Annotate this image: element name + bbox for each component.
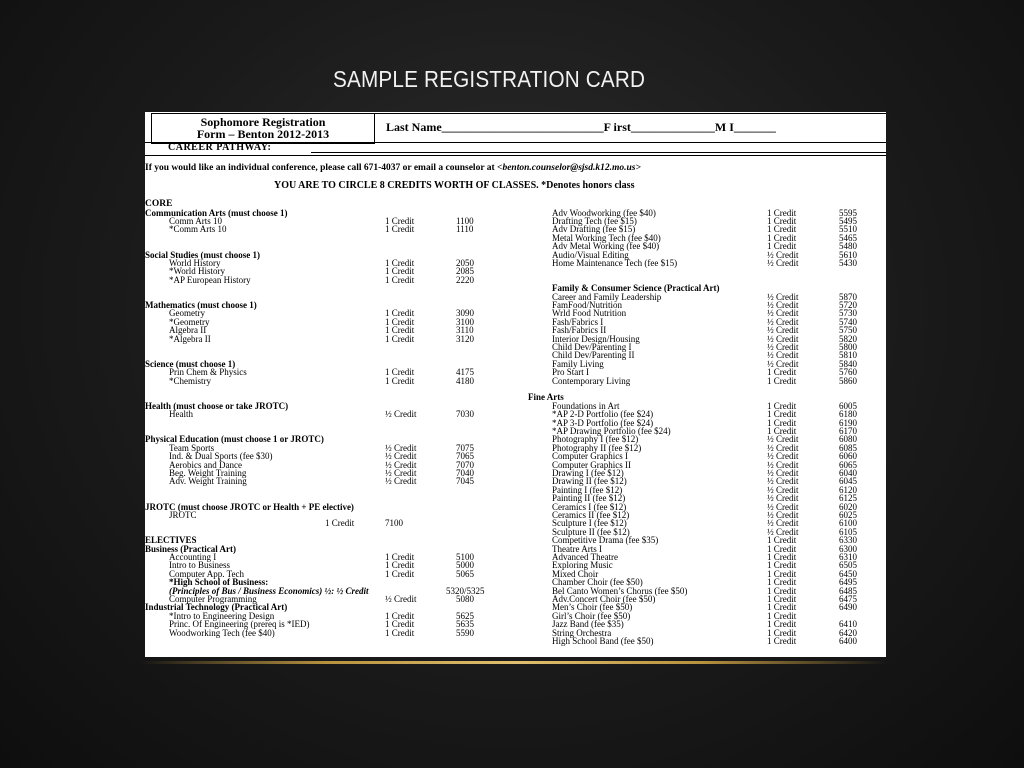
course-credit: 1 Credit (385, 274, 415, 285)
course-code: 3100 (456, 316, 474, 327)
course-credit: 1 Credit (767, 400, 797, 411)
course-credit: 1 Credit (385, 367, 415, 378)
section-header: ELECTIVES (145, 535, 197, 546)
course-name[interactable]: Wrld Food Nutrition (552, 308, 627, 319)
course-name[interactable]: JROTC (169, 509, 197, 520)
course-code: 5625 (456, 610, 474, 621)
course-credit: 1 Credit (385, 266, 415, 277)
course-name[interactable]: Health (169, 409, 193, 420)
course-code: 5430 (839, 257, 857, 268)
course-code: 5760 (839, 367, 857, 378)
course-name[interactable]: *Algebra II (169, 333, 211, 344)
course-credit: 1 Credit (767, 543, 797, 554)
course-credit: 1 Credit (767, 593, 797, 604)
course-name[interactable]: Drawing II (fee $12) (552, 476, 627, 487)
course-credit: 1 Credit (767, 207, 797, 218)
course-credit: ½ Credit (767, 333, 799, 344)
course-credit: 1 Credit (767, 619, 797, 630)
course-code: 5465 (839, 232, 857, 243)
course-name[interactable]: Chamber Choir (fee $50) (552, 577, 643, 588)
course-name[interactable]: Exploring Music (552, 560, 613, 571)
course-name[interactable]: Bel Canto Women’s Chorus (fee $50) (552, 585, 688, 596)
course-credit: ½ Credit (767, 299, 799, 310)
course-name[interactable]: Accounting I (169, 551, 217, 562)
course-name[interactable]: *AP 3-D Portfolio (fee $24) (552, 417, 654, 428)
course-code: 5750 (839, 325, 857, 336)
course-name[interactable]: Painting II (fee $12) (552, 493, 626, 504)
course-credit: ½ Credit (767, 467, 799, 478)
course-code: 6330 (839, 535, 857, 546)
course-name[interactable]: Photography I (fee $12) (552, 434, 639, 445)
course-credit: 1 Credit (385, 619, 415, 630)
course-credit: 1 Credit (767, 568, 797, 579)
counselor-email[interactable]: <benton.counselor@sjsd.k12.mo.us> (497, 163, 641, 173)
course-credit: 1 Credit (767, 367, 797, 378)
course-code: 6045 (839, 476, 857, 487)
course-code: 7045 (456, 476, 474, 487)
course-credit: ½ Credit (767, 451, 799, 462)
course-code: 5065 (456, 568, 474, 579)
course-credit: ½ Credit (385, 442, 417, 453)
course-credit: ½ Credit (385, 467, 417, 478)
course-name[interactable]: Computer Programming (169, 593, 257, 604)
course-credit: ½ Credit (767, 249, 799, 260)
form-title-box (151, 113, 375, 144)
course-name[interactable]: Career and Family Leadership (552, 291, 662, 302)
course-name[interactable]: Geometry (169, 308, 205, 319)
course-name[interactable]: Computer App. Tech (169, 568, 244, 579)
section-header: JROTC (must choose JROTC or Health + PE elective) (145, 501, 354, 512)
name-fields[interactable]: Last Name___________________________F irst______________M I_______ (386, 120, 776, 134)
course-credit: 1 Credit (385, 325, 415, 336)
course-code: 6475 (839, 593, 857, 604)
section-header: Social Studies (must choose 1) (145, 249, 261, 260)
course-code: 6410 (839, 619, 857, 630)
course-name[interactable]: Algebra II (169, 325, 207, 336)
decorative-gold-line (140, 661, 888, 664)
course-credit: 1 Credit (767, 375, 797, 386)
course-name[interactable]: Sculpture I (fee $12) (552, 518, 627, 529)
course-name[interactable]: Ceramics II (fee $12) (552, 509, 630, 520)
course-code: 5100 (456, 551, 474, 562)
course-name[interactable]: *Intro to Engineering Design (169, 610, 275, 621)
course-credit: ½ Credit (767, 501, 799, 512)
course-code: 6005 (839, 400, 857, 411)
course-credit: 1 Credit (325, 518, 355, 529)
course-credit: ½ Credit (767, 358, 799, 369)
slide-title: SAMPLE REGISTRATION CARD (333, 66, 646, 92)
course-name[interactable]: High School Band (fee $50) (552, 635, 654, 646)
course-name[interactable]: Drawing I (fee $12) (552, 467, 624, 478)
course-code: 6100 (839, 518, 857, 529)
course-credit: 1 Credit (767, 577, 797, 588)
course-credit: 1 Credit (385, 224, 415, 235)
course-code: 7065 (456, 451, 474, 462)
course-code: 6300 (839, 543, 857, 554)
course-name[interactable]: *World History (169, 266, 226, 277)
course-name[interactable]: Audio/Visual Editing (552, 249, 629, 260)
course-name[interactable]: Foundations in Art (552, 400, 620, 411)
course-name[interactable]: FamFood/Nutrition (552, 299, 623, 310)
section-header: Industrial Technology (Practical Art) (145, 602, 288, 613)
course-name[interactable]: Painting I (fee $12) (552, 484, 623, 495)
course-credit: ½ Credit (767, 434, 799, 445)
course-code: 4175 (456, 367, 474, 378)
course-code: 5740 (839, 316, 857, 327)
course-code: 6120 (839, 484, 857, 495)
course-credit: ½ Credit (767, 350, 799, 361)
course-name[interactable]: *Geometry (169, 316, 210, 327)
course-credit: ½ Credit (385, 593, 417, 604)
course-credit: 1 Credit (385, 308, 415, 319)
course-name[interactable]: Ind. & Dual Sports (fee $30) (169, 451, 273, 462)
course-credit: ½ Credit (767, 257, 799, 268)
course-credit: 1 Credit (767, 560, 797, 571)
course-name[interactable]: Pro Start I (552, 367, 589, 378)
course-name[interactable]: World History (169, 257, 221, 268)
course-credit: ½ Credit (767, 476, 799, 487)
course-code: 2085 (456, 266, 474, 277)
header-divider (374, 113, 375, 141)
course-name[interactable]: Photography II (fee $12) (552, 442, 642, 453)
course-name[interactable]: Advanced Theatre (552, 551, 619, 562)
course-code: 7030 (456, 409, 474, 420)
course-credit: 1 Credit (767, 417, 797, 428)
course-name[interactable]: Metal Working Tech (fee $40) (552, 232, 661, 243)
course-name[interactable]: *AP European History (169, 274, 251, 285)
course-name[interactable]: String Orchestra (552, 627, 612, 638)
career-pathway-label: CAREER PATHWAY: (168, 142, 272, 153)
course-code: 5860 (839, 375, 857, 386)
course-credit: 1 Credit (385, 333, 415, 344)
course-code: 7040 (456, 467, 474, 478)
course-code: 3120 (456, 333, 474, 344)
course-name[interactable]: Drafting Tech (fee $15) (552, 215, 637, 226)
course-credit: ½ Credit (767, 509, 799, 520)
course-credit: 1 Credit (767, 535, 797, 546)
course-code: 6080 (839, 434, 857, 445)
course-code: 5590 (456, 627, 474, 638)
core-label: CORE (145, 199, 173, 209)
course-code: 5510 (839, 224, 857, 235)
conference-note (145, 163, 641, 173)
course-name[interactable]: Adv. Weight Training (169, 476, 247, 487)
course-credit: ½ Credit (767, 325, 799, 336)
course-code: 1110 (456, 224, 474, 235)
course-credit: 1 Credit (767, 425, 797, 436)
header-top-rule (374, 113, 886, 114)
course-credit: 1 Credit (767, 224, 797, 235)
course-name[interactable]: Princ. Of Engineering (prereq is *IED) (169, 619, 310, 630)
course-credit: ½ Credit (385, 451, 417, 462)
course-name[interactable]: Jazz Band (fee $35) (552, 619, 624, 630)
circle-credits-note: YOU ARE TO CIRCLE 8 CREDITS WORTH OF CLASSES. *Denotes honors class (274, 180, 635, 191)
course-name[interactable]: Aerobics and Dance (169, 459, 242, 470)
course-name[interactable]: Sculpture II (fee $12) (552, 526, 630, 537)
career-pathway-rule (145, 155, 886, 156)
section-header: Science (must choose 1) (145, 358, 236, 369)
course-name[interactable]: Child Dev/Parenting I (552, 341, 632, 352)
course-name[interactable]: Woodworking Tech (fee $40) (169, 627, 275, 638)
section-header: Fine Arts (528, 392, 564, 403)
course-credit: 1 Credit (767, 215, 797, 226)
course-code: 6485 (839, 585, 857, 596)
course-credit: 1 Credit (767, 610, 797, 621)
course-code: 6420 (839, 627, 857, 638)
course-code: 5820 (839, 333, 857, 344)
course-code: 6170 (839, 425, 857, 436)
course-name[interactable]: Competitive Drama (fee $35) (552, 535, 659, 546)
course-credit: 1 Credit (385, 560, 415, 571)
course-code: 6180 (839, 409, 857, 420)
course-code: 5080 (456, 593, 474, 604)
course-credit: 1 Credit (385, 610, 415, 621)
course-code: 5595 (839, 207, 857, 218)
course-code: 6190 (839, 417, 857, 428)
section-header: Family & Consumer Science (Practical Art) (552, 283, 720, 294)
section-header: Health (must choose or take JROTC) (145, 400, 289, 411)
course-credit: 1 Credit (385, 627, 415, 638)
course-code: 5730 (839, 308, 857, 319)
course-code: 6450 (839, 568, 857, 579)
course-credit: 1 Credit (767, 551, 797, 562)
course-credit: 1 Credit (767, 635, 797, 646)
course-credit: 1 Credit (385, 568, 415, 579)
course-credit: ½ Credit (385, 409, 417, 420)
course-credit: 1 Credit (385, 257, 415, 268)
course-credit: 1 Credit (385, 215, 415, 226)
course-code: 5800 (839, 341, 857, 352)
course-name[interactable]: Contemporary Living (552, 375, 631, 386)
course-credit: 1 Credit (767, 627, 797, 638)
career-pathway-field[interactable] (311, 152, 886, 153)
course-code: 6310 (839, 551, 857, 562)
course-code: 1100 (456, 215, 474, 226)
course-credit: 1 Credit (385, 551, 415, 562)
course-name[interactable]: *Chemistry (169, 375, 211, 386)
course-credit: 1 Credit (767, 232, 797, 243)
course-code: 3090 (456, 308, 474, 319)
section-header: Mathematics (must choose 1) (145, 299, 257, 310)
course-code: 6085 (839, 442, 857, 453)
course-code: 6025 (839, 509, 857, 520)
course-code: 5610 (839, 249, 857, 260)
course-code: 2220 (456, 274, 474, 285)
course-name[interactable]: Comm Arts 10 (169, 215, 223, 226)
course-credit: 1 Credit (767, 585, 797, 596)
course-code: 7100 (385, 518, 403, 529)
section-header: Communication Arts (must choose 1) (145, 207, 288, 218)
course-code: 6125 (839, 493, 857, 504)
course-name[interactable]: Intro to Business (169, 560, 231, 571)
course-credit: ½ Credit (767, 442, 799, 453)
course-credit: ½ Credit (767, 526, 799, 537)
course-name[interactable]: Prin Chem & Physics (169, 367, 247, 378)
course-name[interactable]: *AP Drawing Portfolio (fee $24) (552, 425, 671, 436)
course-name[interactable]: Ceramics I (fee $12) (552, 501, 627, 512)
course-name[interactable]: Family Living (552, 358, 604, 369)
course-name[interactable]: Interior Design/Housing (552, 333, 640, 344)
course-code: 6490 (839, 602, 857, 613)
course-code: 5495 (839, 215, 857, 226)
course-code: 6065 (839, 459, 857, 470)
course-name[interactable]: Theatre Arts I (552, 543, 602, 554)
course-code: 5480 (839, 241, 857, 252)
course-code: 3110 (456, 325, 474, 336)
course-code: 6040 (839, 467, 857, 478)
course-code: 6020 (839, 501, 857, 512)
registration-card (145, 112, 886, 657)
form-title: Sophomore Registration Form – Benton 2012-2013 (196, 115, 330, 141)
course-name[interactable]: Fash/Fabrics I (552, 316, 604, 327)
course-name[interactable]: Adv Drafting (fee $15) (552, 224, 636, 235)
course-code: 6400 (839, 635, 857, 646)
course-name[interactable]: Adv Metal Working (fee $40) (552, 241, 660, 252)
course-code: 5635 (456, 619, 474, 630)
course-name[interactable]: Computer Graphics I (552, 451, 628, 462)
course-name[interactable]: Child Dev/Parenting II (552, 350, 635, 361)
course-code: 5810 (839, 350, 857, 361)
course-credit: ½ Credit (767, 493, 799, 504)
course-name[interactable]: Home Maintenance Tech (fee $15) (552, 257, 678, 268)
course-name[interactable]: Computer Graphics II (552, 459, 631, 470)
section-header: Business (Practical Art) (145, 543, 236, 554)
course-name[interactable]: Adv Woodworking (fee $40) (552, 207, 656, 218)
course-name[interactable]: Mixed Choir (552, 568, 599, 579)
course-code: 5000 (456, 560, 474, 571)
course-code: 5870 (839, 291, 857, 302)
course-code: 6505 (839, 560, 857, 571)
course-name[interactable]: Men’s Choir (fee $50) (552, 602, 633, 613)
course-name[interactable]: Beg. Weight Training (169, 467, 247, 478)
course-name[interactable]: Girl’s Choir (fee $50) (552, 610, 631, 621)
course-name[interactable]: *High School of Business: (169, 577, 269, 588)
course-name[interactable]: (Principles of Bus / Business Economics) ½: ½ Credit (169, 585, 369, 596)
course-name[interactable]: Team Sports (169, 442, 215, 453)
course-credit: ½ Credit (767, 291, 799, 302)
section-header: Physical Education (must choose 1 or JROTC) (145, 434, 324, 445)
course-credit: ½ Credit (767, 484, 799, 495)
course-code: 6060 (839, 451, 857, 462)
course-name[interactable]: *AP 2-D Portfolio (fee $24) (552, 409, 654, 420)
course-credit: 1 Credit (767, 241, 797, 252)
course-credit: ½ Credit (767, 308, 799, 319)
course-code: 7070 (456, 459, 474, 470)
course-name[interactable]: *Comm Arts 10 (169, 224, 227, 235)
course-credit: 1 Credit (767, 602, 797, 613)
course-code: 2050 (456, 257, 474, 268)
course-code: 5840 (839, 358, 857, 369)
course-credit: ½ Credit (767, 459, 799, 470)
course-name[interactable]: Fash/Fabrics II (552, 325, 607, 336)
course-name[interactable]: Adv.Concert Choir (fee $50) (552, 593, 656, 604)
course-code: 4180 (456, 375, 474, 386)
course-credit: 1 Credit (385, 316, 415, 327)
course-code: 5320/5325 (446, 585, 485, 596)
course-credit: ½ Credit (385, 476, 417, 487)
course-code: 6495 (839, 577, 857, 588)
course-credit: ½ Credit (385, 459, 417, 470)
course-credit: 1 Credit (767, 409, 797, 420)
course-code: 6105 (839, 526, 857, 537)
course-code: 5720 (839, 299, 857, 310)
course-credit: 1 Credit (385, 375, 415, 386)
course-code: 7075 (456, 442, 474, 453)
conference-text: If you would like an individual conference, please call 671-4037 or email a counselor at (145, 163, 498, 173)
course-credit: ½ Credit (767, 316, 799, 327)
course-credit: ½ Credit (767, 518, 799, 529)
course-credit: ½ Credit (767, 341, 799, 352)
